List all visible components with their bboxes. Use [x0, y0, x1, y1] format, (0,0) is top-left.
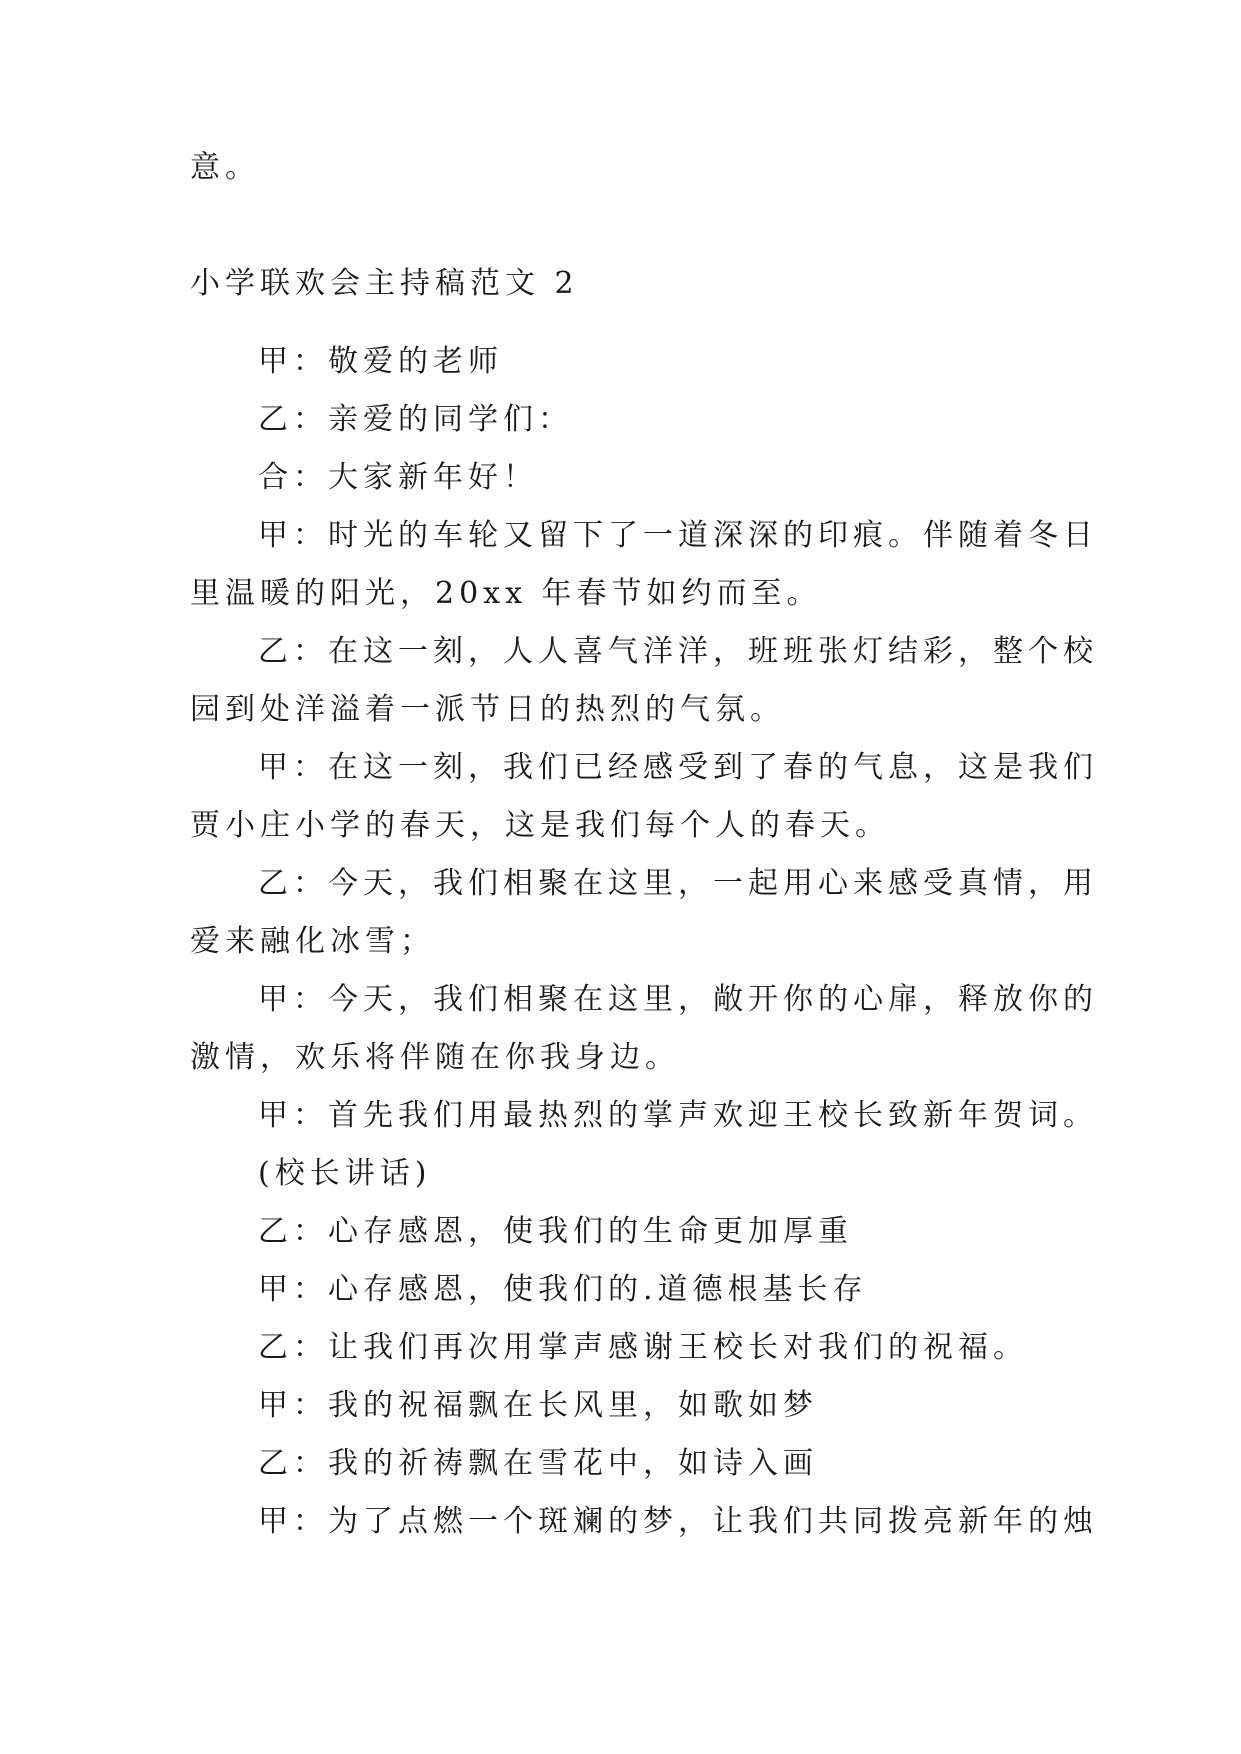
dialogue-line: 乙：心存感恩，使我们的生命更加厚重	[258, 1214, 853, 1249]
dialogue-line-continuation: 爱来融化冰雪；	[190, 924, 435, 959]
text-line-continuation: 意。	[190, 150, 260, 185]
dialogue-line-continuation: 里温暖的阳光，20xx 年春节如约而至。	[190, 576, 822, 611]
section-title: 小学联欢会主持稿范文 2	[190, 266, 579, 301]
dialogue-line: 合：大家新年好！	[258, 460, 538, 495]
dialogue-line: 甲：为了点燃一个斑斓的梦，让我们共同拨亮新年的烛	[258, 1504, 1098, 1539]
dialogue-line-continuation: 园到处洋溢着一派节日的热烈的气氛。	[190, 692, 785, 727]
stage-direction: (校长讲话)	[258, 1156, 432, 1191]
dialogue-line: 乙：亲爱的同学们：	[258, 402, 573, 437]
dialogue-line: 乙：今天，我们相聚在这里，一起用心来感受真情，用	[258, 866, 1098, 901]
dialogue-line-continuation: 激情，欢乐将伴随在你我身边。	[190, 1040, 680, 1075]
dialogue-line: 甲：在这一刻，我们已经感受到了春的气息，这是我们	[258, 750, 1098, 785]
dialogue-line: 甲：时光的车轮又留下了一道深深的印痕。伴随着冬日	[258, 518, 1098, 553]
dialogue-line: 甲：心存感恩，使我们的.道德根基长存	[258, 1272, 868, 1307]
dialogue-line: 甲：今天，我们相聚在这里，敞开你的心扉，释放你的	[258, 982, 1098, 1017]
dialogue-line: 乙：让我们再次用掌声感谢王校长对我们的祝福。	[258, 1330, 1028, 1365]
dialogue-line: 乙：在这一刻，人人喜气洋洋，班班张灯结彩，整个校	[258, 634, 1098, 669]
dialogue-line-continuation: 贾小庄小学的春天，这是我们每个人的春天。	[190, 808, 890, 843]
dialogue-line: 甲：首先我们用最热烈的掌声欢迎王校长致新年贺词。	[258, 1098, 1098, 1133]
dialogue-line: 甲：我的祝福飘在长风里，如歌如梦	[258, 1388, 818, 1423]
dialogue-line: 甲：敬爱的老师	[258, 344, 503, 379]
dialogue-line: 乙：我的祈祷飘在雪花中，如诗入画	[258, 1446, 818, 1481]
